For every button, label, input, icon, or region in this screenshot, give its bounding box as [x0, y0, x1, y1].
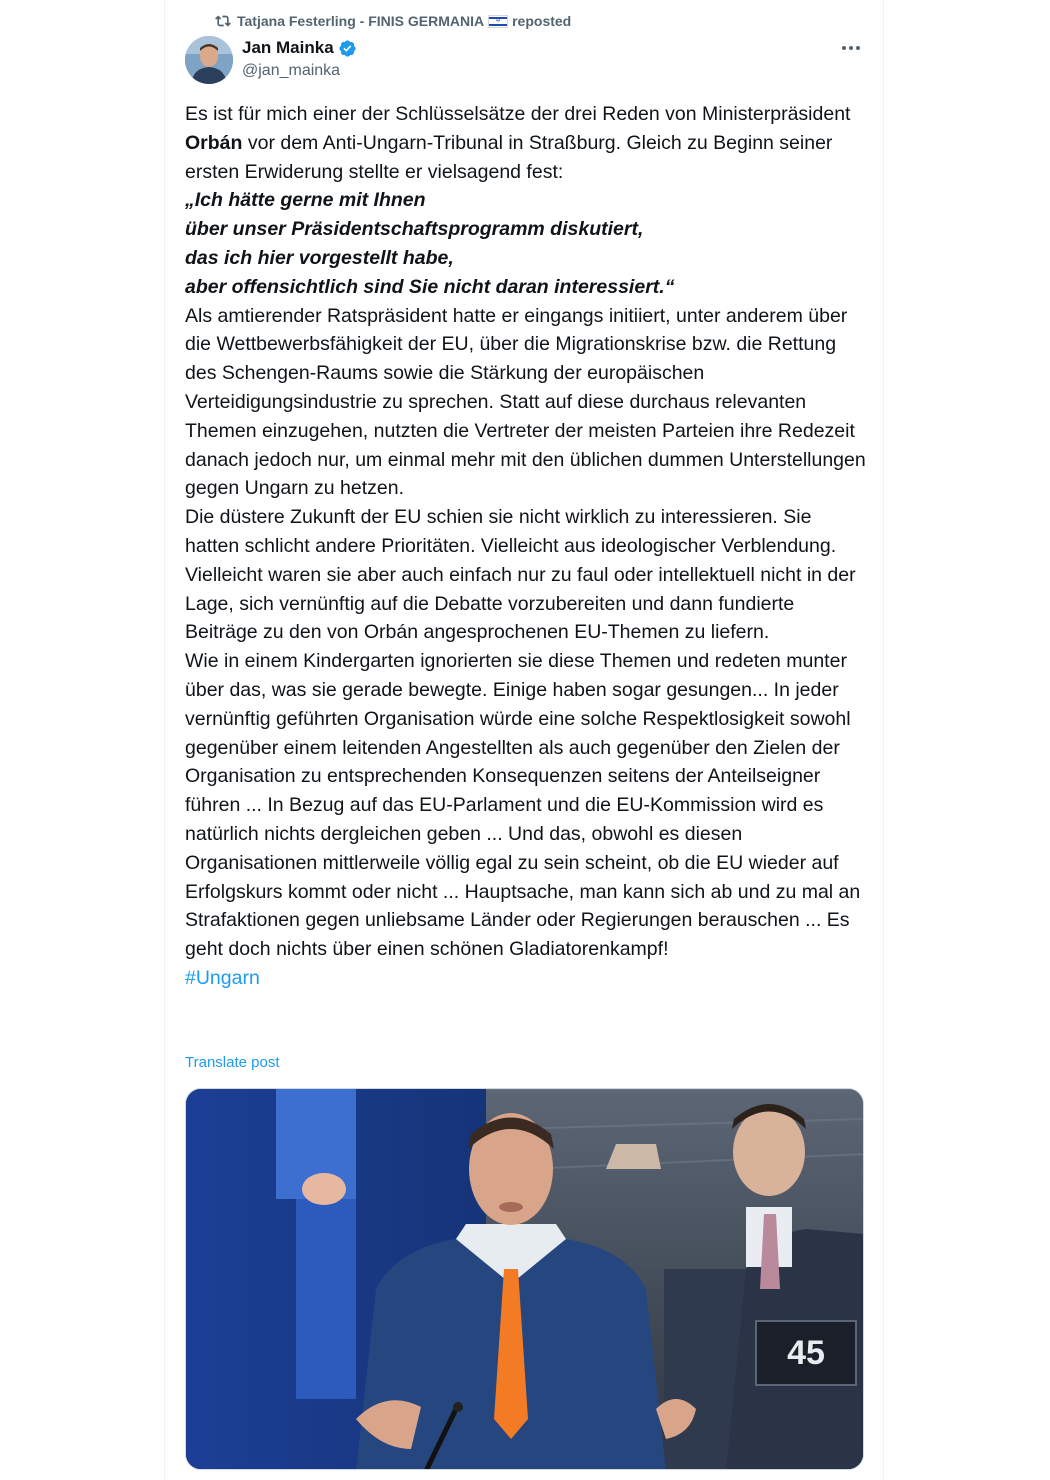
post-paragraph: Die düstere Zukunft der EU schien sie nicht wirklich zu interessieren. Sie hatten schlicht andere Prioritäten. Vielleicht aus ideologischer Verblendung. Vielleicht waren sie aber auch einfach nur zu faul oder intellektuell nicht in der Lage, sich vernünftig auf die Debatte vorzubereiten und dann fundierte Beiträge zu den von Orbán angesprochenen EU-Themen zu liefern.: [185, 506, 856, 644]
quote-line: das ich hier vorgestellt habe,: [185, 246, 454, 269]
reposted-label: reposted: [512, 13, 572, 29]
quote-line: über unser Präsidentschaftsprogramm diskutiert,: [185, 218, 644, 241]
translate-post-link[interactable]: Translate post: [185, 1054, 280, 1071]
more-dot-icon: [849, 46, 853, 50]
author-handle[interactable]: @jan_mainka: [242, 62, 341, 79]
post-intro: [185, 100, 869, 186]
verified-badge-icon[interactable]: [338, 39, 357, 58]
repost-icon: [215, 13, 231, 29]
post-paragraph: Wie in einem Kindergarten ignorierten sie diese Themen und redeten munter über das, was sie gerade bewegte. Einige haben sogar gesungen... In jeder vernünftig geführten Organisation würde eine solche Respektlosigkeit sowohl gegenüber einem leitenden Angestellten als auch gegenüber den Zielen der Organisation zu entsprechenden Konsequenzen seitens der Anteilseigner führen ... In Bezug auf das EU-Parlament und die EU-Kommission wird es natürlich nichts dergleichen geben ... Und das, obwohl es diesen Organisationen mittlerweile völlig egal zu sein scheint, ob die EU wieder auf Erfolgskurs kommt oder nicht ... Hauptsache, man kann sich ab und zu mal an Strafaktionen gegen unliebsame Länder oder Regierungen berauschen ... Es geht doch nichts über einen schönen Gladiatorenkampf!: [185, 650, 861, 961]
more-options-button[interactable]: [839, 38, 863, 58]
more-dot-icon: [856, 46, 860, 50]
quote-line: aber offensichtlich sind Sie nicht daran interessiert.“: [185, 275, 675, 298]
hashtag-link[interactable]: #Ungarn: [185, 966, 260, 989]
author-name[interactable]: Jan Mainka: [242, 38, 334, 57]
quote-line: „Ich hätte gerne mit Ihnen: [185, 189, 426, 212]
post-card[interactable]: [164, 0, 884, 1480]
hungary-flag-icon: [266, 970, 288, 986]
more-dot-icon: [842, 46, 846, 50]
intro-text-1: Es ist für mich einer der Schlüsselsätze der drei Reden von Ministerpräsident: [185, 103, 851, 125]
avatar[interactable]: [185, 36, 233, 84]
post-paragraph: Als amtierender Ratspräsident hatte er eingangs initiiert, unter anderem über die Wettbewerbsfähigkeit der EU, über die Migrationskrise bzw. die Rettung des Schengen-Raums sowie die Stärkung der europäischen Verteidigungsindustrie zu sprechen. Statt auf diese durchaus relevanten Themen einzugehen, nutzten die Vertreter der meisten Parteien ihre Redezeit danach jedoch nur, um einmal mehr mit den üblichen dummen Unterstellungen gegen Ungarn zu hetzen.: [185, 304, 866, 500]
hashtag-line: [185, 964, 869, 993]
intro-bold: Orbán: [185, 131, 243, 154]
intro-text-2: vor dem Anti-Ungarn-Tribunal in Straßburg. Gleich zu Beginn seiner ersten Erwiderung stellte er vielsagend fest:: [185, 131, 833, 183]
post-image[interactable]: [185, 1088, 864, 1470]
repost-header[interactable]: [221, 11, 571, 31]
speaker-photo: [186, 1089, 864, 1470]
post-text: [185, 100, 869, 993]
seat-number-label: 45: [787, 1334, 825, 1372]
israel-flag-icon: ✡: [488, 15, 508, 28]
author-info: [242, 37, 357, 82]
reposter-name[interactable]: Tatjana Festerling - FINIS GERMANIA: [237, 13, 485, 29]
